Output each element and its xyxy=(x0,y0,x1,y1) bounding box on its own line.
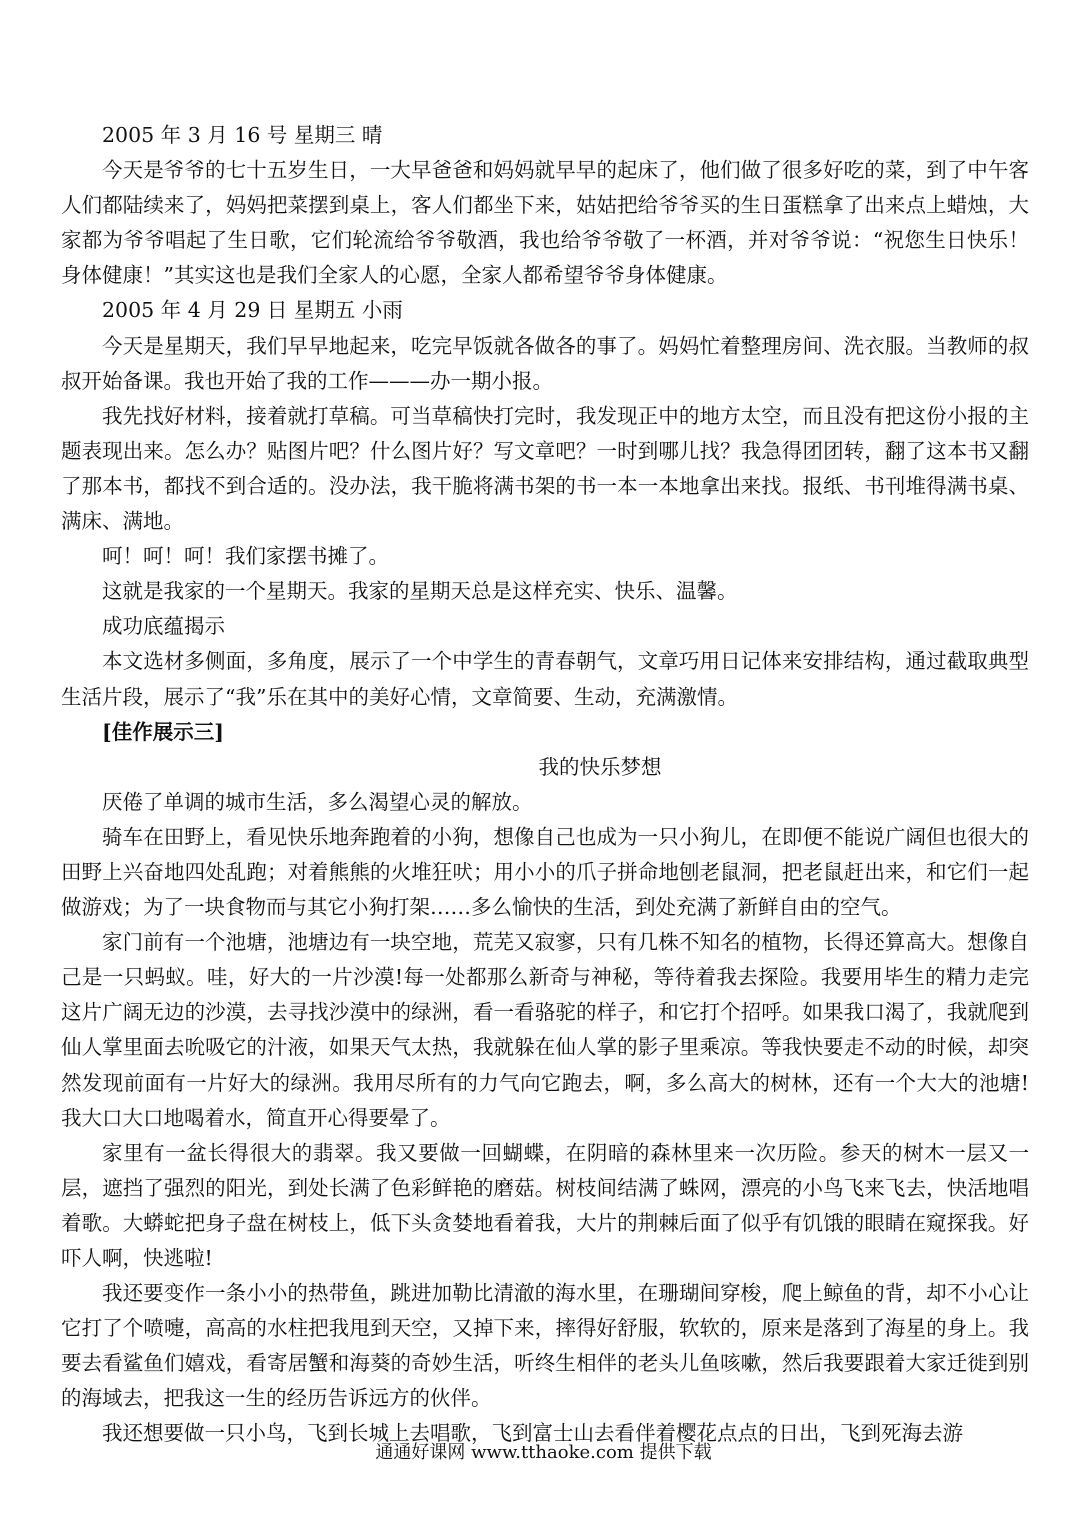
commentary-heading: 成功底蕴揭示 xyxy=(102,614,225,639)
essay-paragraph: 我还要变作一条小小的热带鱼，跳进加勒比清澈的海水里，在珊瑚间穿梭，爬上鲸鱼的背，却不小心让它打了个喷嚏，高高的水柱把我甩到天空，又掉下来，摔得好舒服，软软的，原来是落到了海星的身上。我要去看鲨鱼们嬉戏，看寄居蟹和海葵的奇妙生活，听终生相伴的老头儿鱼咳嗽，然后我要跟着大家迁徙到别的海域去，把我这一生的经历告诉远方的伙伴。 xyxy=(61,1281,1029,1411)
section-heading: [佳作展示三] xyxy=(102,719,224,744)
document-body xyxy=(61,118,1029,1452)
diary-entry-5: 这就是我家的一个星期天。我家的星期天总是这样充实、快乐、温馨。 xyxy=(102,579,738,604)
diary-entry-4: 呵！呵！呵！我们家摆书摊了。 xyxy=(102,544,389,569)
essay-paragraph: 骑车在田野上，看见快乐地奔跑着的小狗，想像自己也成为一只小狗儿，在即便不能说广阔但也很大的田野上兴奋地四处乱跑；对着熊熊的火堆狂吠；用小小的爪子拼命地刨老鼠洞，把老鼠赶出来，和它们一起做游戏；为了一块食物而与其它小狗打架……多么愉快的生活，到处充满了新鲜自由的空气。 xyxy=(61,824,1029,920)
essay-paragraph: 家里有一盆长得很大的翡翠。我又要做一回蝴蝶，在阴暗的森林里来一次历险。参天的树木一层又一层，遮挡了强烈的阳光，到处长满了色彩鲜艳的磨菇。树枝间结满了蛛网，漂亮的小鸟飞来飞去，快活地唱着歌。大蟒蛇把身子盘在树枝上，低下头贪婪地看着我，大片的荆棘后面了似乎有饥饿的眼睛在窥探我。好吓人啊，快逃啦! xyxy=(61,1140,1029,1270)
essay-title: 我的快乐梦想 xyxy=(538,754,662,779)
diary-date-2: 2005 年 4 月 29 日 星期五 小雨 xyxy=(102,298,403,323)
essay-paragraph: 厌倦了单调的城市生活，多么渴望心灵的解放。 xyxy=(102,789,533,814)
commentary-text: 本文选材多侧面，多角度，展示了一个中学生的青春朝气，文章巧用日记体来安排结构，通过截取典型生活片段，展示了“我”乐在其中的美好心情，文章简要、生动，充满激情。 xyxy=(61,649,1029,709)
diary-entry-2: 今天是星期天，我们早早地起来，吃完早饭就各做各的事了。妈妈忙着整理房间、洗衣服。当教师的叔叔开始备课。我也开始了我的工作———办一期小报。 xyxy=(61,333,1029,393)
essay-paragraph: 我还想要做一只小鸟，飞到长城上去唱歌，飞到富士山去看伴着樱花点点的日出，飞到死海去游 xyxy=(102,1421,963,1446)
diary-entry-1: 今天是爷爷的七十五岁生日，一大早爸爸和妈妈就早早的起床了，他们做了很多好吃的菜，到了中午客人们都陆续来了，妈妈把菜摆到桌上，客人们都坐下来，姑姑把给爷爷买的生日蛋糕拿了出来点上蜡烛，大家都为爷爷唱起了生日歌，它们轮流给爷爷敬酒，我也给爷爷敬了一杯酒，并对爷爷说：“祝您生日快乐！身体健康！”其实这也是我们全家人的心愿，全家人都希望爷爷身体健康。 xyxy=(61,158,1029,288)
essay-paragraph: 家门前有一个池塘，池塘边有一块空地，荒芜又寂寥，只有几株不知名的植物，长得还算高大。想像自己是一只蚂蚁。哇，好大的一片沙漠!每一处都那么新奇与神秘，等待着我去探险。我要用毕生的精力走完这片广阔无边的沙漠，去寻找沙漠中的绿洲，看一看骆驼的样子，和它打个招呼。如果我口渴了，我就爬到仙人掌里面去吮吸它的汁液，如果天气太热，我就躲在仙人掌的影子里乘凉。等我快要走不动的时候，却突然发现前面有一片好大的绿洲。我用尽所有的力气向它跑去，啊，多么高大的树林，还有一个大大的池塘!我大口大口地喝着水，简直开心得要晕了。 xyxy=(61,930,1029,1130)
diary-entry-3: 我先找好材料，接着就打草稿。可当草稿快打完时，我发现正中的地方太空，而且没有把这份小报的主题表现出来。怎么办？贴图片吧？什么图片好？写文章吧？一时到哪儿找？我急得团团转，翻了这本书又翻了那本书，都找不到合适的。没办法，我干脆将满书架的书一本一本地拿出来找。报纸、书刊堆得满书桌、满床、满地。 xyxy=(61,403,1029,534)
page-footer: 通通好课网 www.tthaoke.com 提供下载 xyxy=(375,1442,712,1463)
diary-date-1: 2005 年 3 月 16 号 星期三 晴 xyxy=(102,123,383,147)
